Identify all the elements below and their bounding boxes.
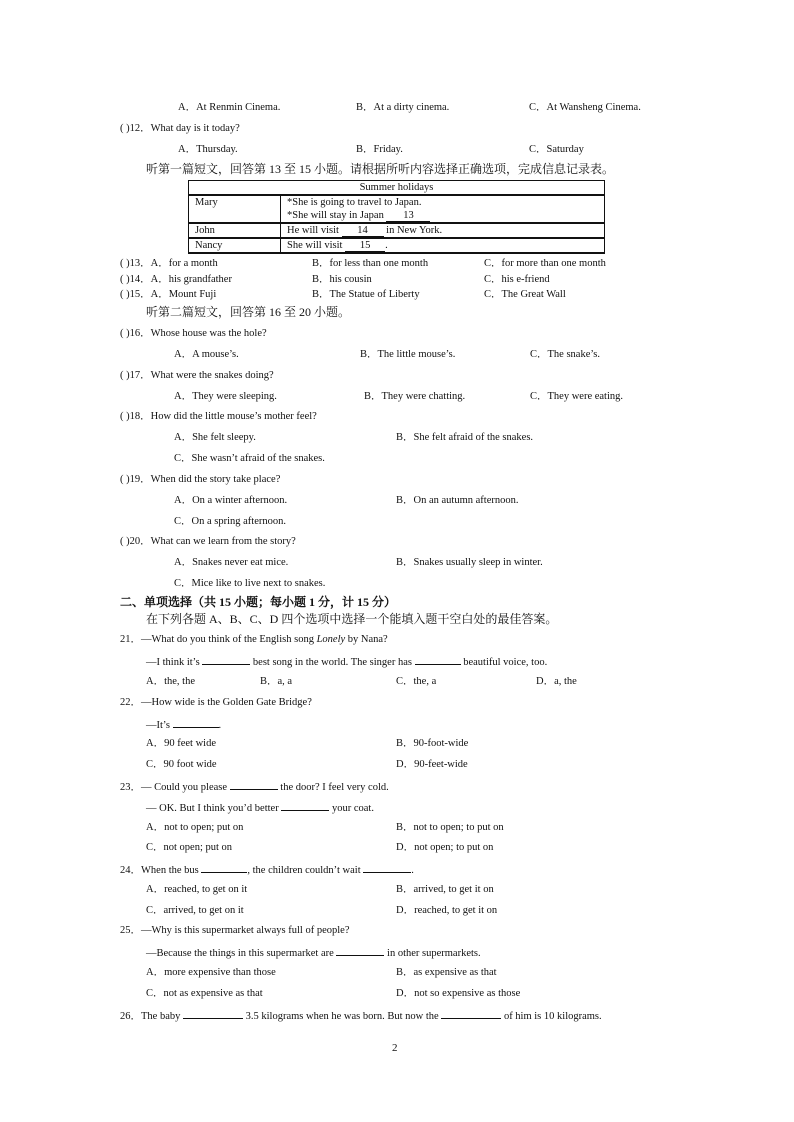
q26-text: of him is 10 kilograms.	[503, 1011, 602, 1022]
q18-option-b: B．She felt afraid of the snakes.	[396, 432, 534, 443]
q14-stem: ( )14．A．his grandfather	[120, 274, 232, 285]
q21-text: best song in the world. The singer has	[252, 657, 412, 668]
q18-stem: ( )18．How did the little mouse’s mother feel?	[120, 411, 317, 422]
q21-text: beautiful voice, too.	[463, 657, 548, 668]
q26-stem	[120, 1008, 602, 1023]
table-row	[189, 238, 605, 253]
q25-stem: 25．—Why is this supermarket always full of people?	[120, 925, 350, 936]
row-line: *She is going to travel to Japan.	[287, 197, 422, 208]
q15-option-b: B．The Statue of Liberty	[312, 289, 420, 300]
row-line: *She will stay in Japan	[287, 210, 384, 221]
q23-text: 23．— Could you please	[120, 782, 228, 793]
q22-text: —It’s	[146, 720, 170, 731]
row-name: Nancy	[189, 238, 281, 253]
q21-option-c: C．the, a	[396, 676, 437, 687]
q11-option-a: A．At Renmin Cinema.	[178, 102, 281, 113]
q15-stem: ( )15．A．Mount Fuji	[120, 289, 217, 300]
q22-text: .	[218, 720, 222, 731]
q25-reply	[146, 945, 481, 960]
passage2-instruction: 听第二篇短文，回答第 16 至 20 小题。	[146, 305, 351, 319]
q12-stem: ( )12．What day is it today?	[120, 123, 240, 134]
q16-stem: ( )16．Whose house was the hole?	[120, 328, 267, 339]
passage1-instruction: 听第一篇短文，回答第 13 至 15 小题。请根据所听内容选择正确选项，完成信息记录表。	[146, 162, 615, 176]
blank-14: 14	[342, 226, 384, 237]
q23-reply	[146, 800, 374, 815]
q18-option-c: C．She wasn’t afraid of the snakes.	[174, 453, 325, 464]
q21-reply	[146, 654, 547, 669]
q24-text: , the children couldn’t wait	[247, 865, 361, 876]
q23-option-b: B．not to open; to put on	[396, 822, 504, 833]
row-text: He will visit	[287, 225, 339, 236]
q23-stem	[120, 779, 389, 794]
q12-option-c: C．Saturday	[529, 144, 584, 155]
q24-text: 24．When the bus	[120, 865, 199, 876]
q20-option-a: A．Snakes never eat mice.	[174, 557, 289, 568]
q25-option-a: A．more expensive than those	[146, 967, 276, 978]
q25-option-c: C．not as expensive as that	[146, 988, 263, 999]
row-text: .	[385, 240, 388, 251]
q19-option-a: A．On a winter afternoon.	[174, 495, 288, 506]
q21-option-a: A．the, the	[146, 676, 195, 687]
q21-text: —I think it’s	[146, 657, 200, 668]
q20-option-c: C．Mice like to live next to snakes.	[174, 578, 326, 589]
answer-blank	[183, 1008, 243, 1019]
q25-option-d: D．not so expensive as those	[396, 988, 521, 999]
q13-option-c: C．for more than one month	[484, 258, 606, 269]
q16-option-c: C．The snake’s.	[530, 349, 600, 360]
q23-option-a: A．not to open; put on	[146, 822, 244, 833]
q14-option-b: B．his cousin	[312, 274, 372, 285]
row-text: in New York.	[386, 225, 443, 236]
q14-option-c: C．his e-friend	[484, 274, 550, 285]
table-title: Summer holidays	[189, 181, 605, 196]
q25-option-b: B．as expensive as that	[396, 967, 497, 978]
q21-option-d: D．a, the	[536, 676, 577, 687]
answer-blank	[201, 862, 247, 873]
q26-text: 26．The baby	[120, 1011, 181, 1022]
q20-option-b: B．Snakes usually sleep in winter.	[396, 557, 543, 568]
q25-text: in other supermarkets.	[387, 948, 481, 959]
q15-option-c: C．The Great Wall	[484, 289, 566, 300]
answer-blank	[281, 800, 329, 811]
row-name: John	[189, 223, 281, 238]
section2-title: 二、单项选择（共 15 小题；每小题 1 分，计 15 分）	[120, 595, 397, 609]
blank-15: 15	[345, 241, 385, 252]
q13-option-b: B．for less than one month	[312, 258, 429, 269]
q19-option-b: B．On an autumn afternoon.	[396, 495, 519, 506]
section2-instruction: 在下列各题 A、B、C、D 四个选项中选择一个能填入题干空白处的最佳答案。	[146, 612, 558, 626]
q22-option-b: B．90-foot-wide	[396, 738, 469, 749]
answer-blank	[363, 862, 411, 873]
table-row	[189, 195, 605, 223]
q23-option-c: C．not open; put on	[146, 842, 233, 853]
row-name: Mary	[189, 195, 281, 223]
q17-stem: ( )17．What were the snakes doing?	[120, 370, 274, 381]
q24-option-a: A．reached, to get on it	[146, 884, 248, 895]
q12-option-a: A．Thursday.	[178, 144, 238, 155]
answer-blank	[173, 717, 219, 728]
blank-13: 13	[386, 211, 430, 222]
q22-reply	[146, 717, 221, 732]
q24-option-d: D．reached, to get it on	[396, 905, 498, 916]
q21-stem	[120, 633, 388, 646]
q12-option-b: B．Friday.	[356, 144, 403, 155]
q21-text: 21．—What do you think of the English song	[120, 634, 317, 645]
q23-text: the door? I feel very cold.	[280, 782, 389, 793]
q21-option-b: B．a, a	[260, 676, 293, 687]
answer-blank	[441, 1008, 501, 1019]
q22-option-a: A．90 feet wide	[146, 738, 216, 749]
q16-option-a: A．A mouse’s.	[174, 349, 239, 360]
q24-option-b: B．arrived, to get it on	[396, 884, 494, 895]
q11-option-c: C．At Wansheng Cinema.	[529, 102, 641, 113]
q22-option-d: D．90-feet-wide	[396, 759, 468, 770]
q24-text: .	[411, 865, 414, 876]
q19-stem: ( )19．When did the story take place?	[120, 474, 281, 485]
q24-stem	[120, 862, 414, 877]
table-row	[189, 223, 605, 238]
q23-text: your coat.	[331, 803, 374, 814]
song-title: Lonely	[316, 634, 346, 645]
q23-option-d: D．not open; to put on	[396, 842, 494, 853]
summer-holidays-table	[188, 180, 605, 254]
answer-blank	[415, 654, 461, 665]
q17-option-b: B．They were chatting.	[364, 391, 466, 402]
q21-text: by Nana?	[345, 634, 388, 645]
row-text: She will visit	[287, 240, 343, 251]
q19-option-c: C．On a spring afternoon.	[174, 516, 286, 527]
q16-option-b: B．The little mouse’s.	[360, 349, 456, 360]
q13-stem: ( )13．A．for a month	[120, 258, 218, 269]
page-number: 2	[392, 1042, 398, 1054]
q24-option-c: C．arrived, to get on it	[146, 905, 244, 916]
answer-blank	[336, 945, 384, 956]
q22-option-c: C．90 foot wide	[146, 759, 217, 770]
q23-text: — OK. But I think you’d better	[146, 803, 279, 814]
q11-option-b: B．At a dirty cinema.	[356, 102, 450, 113]
q17-option-c: C．They were eating.	[530, 391, 624, 402]
answer-blank	[230, 779, 278, 790]
q18-option-a: A．She felt sleepy.	[174, 432, 256, 443]
q26-text: 3.5 kilograms when he was born. But now the	[245, 1011, 439, 1022]
q20-stem: ( )20．What can we learn from the story?	[120, 536, 296, 547]
q25-text: —Because the things in this supermarket are	[146, 948, 334, 959]
q22-stem: 22．—How wide is the Golden Gate Bridge?	[120, 697, 312, 708]
q17-option-a: A．They were sleeping.	[174, 391, 277, 402]
answer-blank	[202, 654, 250, 665]
